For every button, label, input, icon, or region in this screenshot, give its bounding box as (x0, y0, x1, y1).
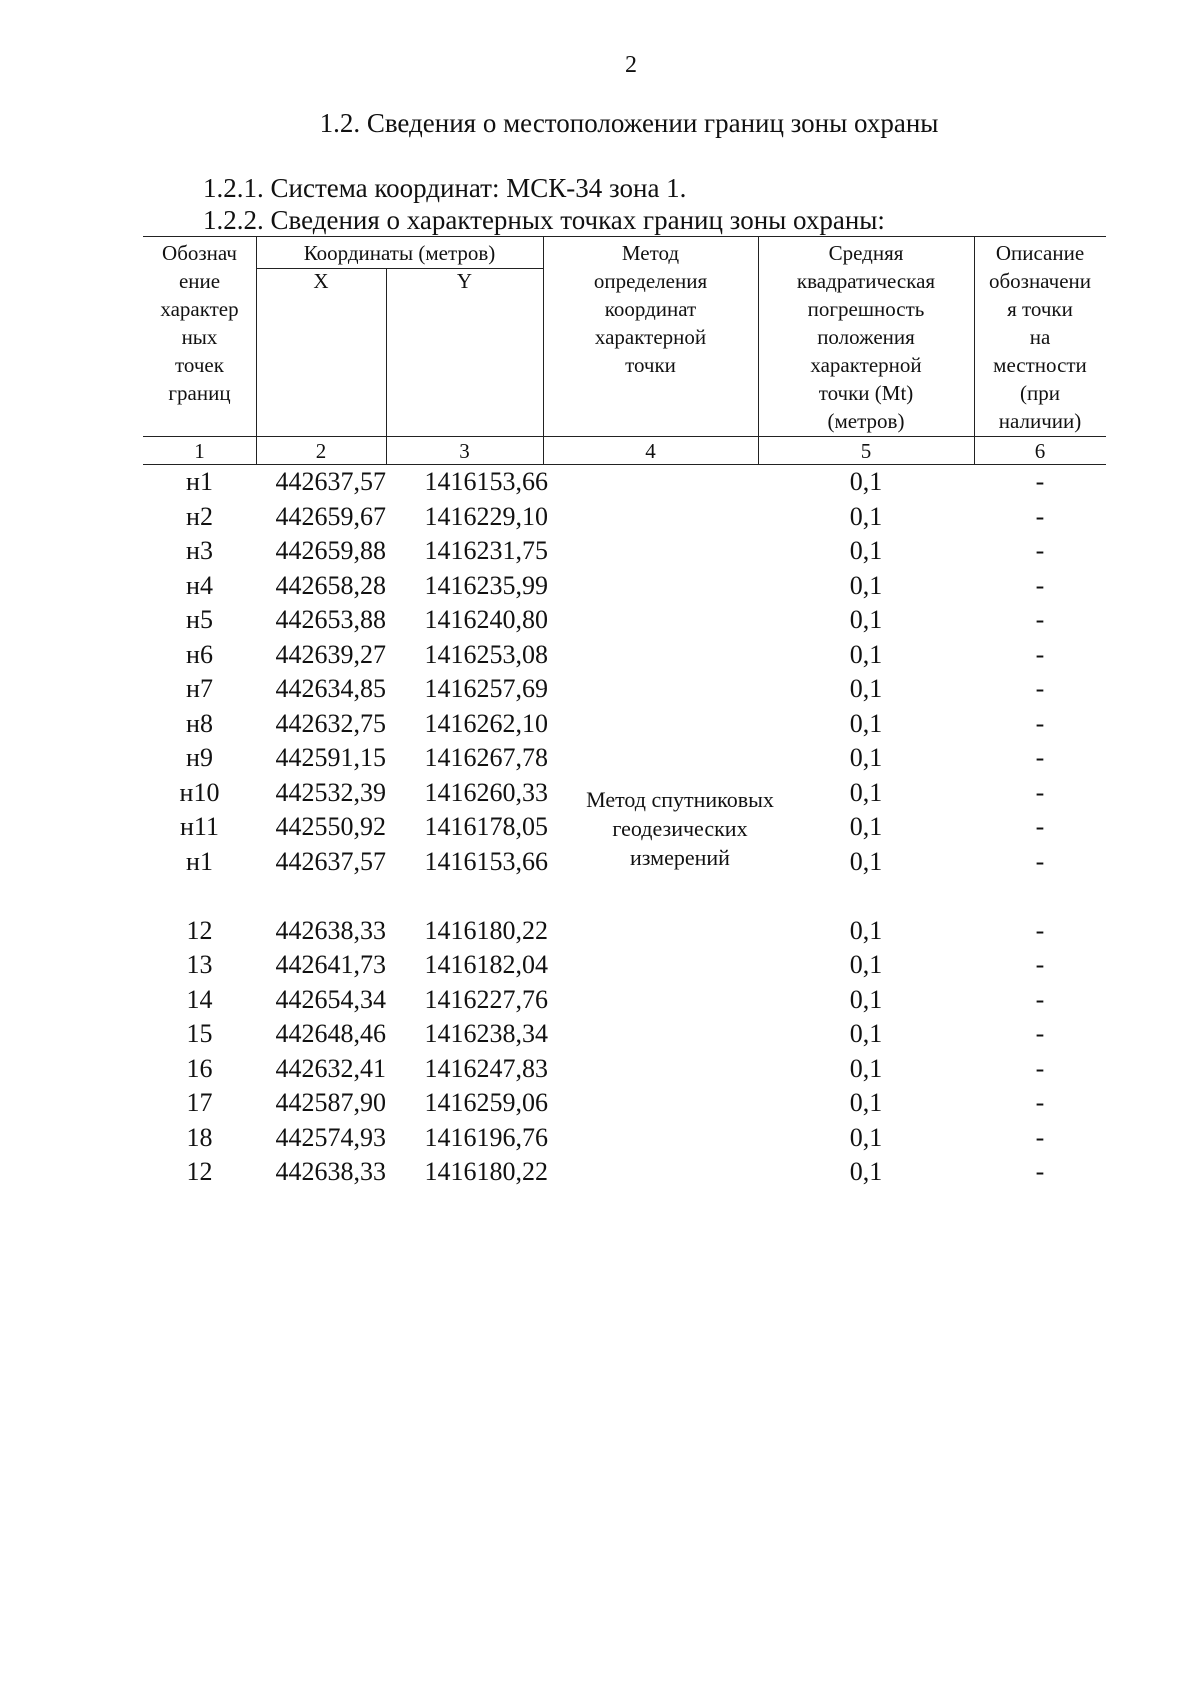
point-id: н1 (186, 846, 213, 876)
description-value: - (1035, 708, 1045, 738)
table-row (143, 948, 1106, 982)
coord-x: 442532,39 (275, 777, 386, 807)
error-value: 0,1 (849, 674, 883, 703)
description-value: - (1035, 570, 1045, 600)
point-id: 12 (186, 1157, 213, 1186)
error-value: 0,1 (849, 1019, 883, 1048)
coord-y: 1416257,69 (424, 674, 548, 703)
coord-y: 1416267,78 (424, 743, 548, 772)
coord-y: 1416180,22 (424, 1157, 548, 1186)
table-row (143, 983, 1106, 1017)
coord-x: 442637,57 (275, 846, 386, 876)
table-row (143, 672, 1106, 706)
section-title: 1.2. Сведения о местоположении границ зоны охраны (319, 108, 939, 138)
coord-y: 1416196,76 (424, 1122, 548, 1152)
coord-x: 442659,88 (275, 536, 386, 565)
coord-x: 442574,93 (275, 1122, 386, 1152)
coord-x: 442632,41 (275, 1053, 386, 1083)
header-point-designation: Обознач ение характер ных точек границ (160, 241, 239, 405)
error-value: 0,1 (849, 950, 883, 979)
column-number: 6 (1034, 439, 1046, 463)
point-id: н11 (180, 812, 219, 841)
table-row (143, 1121, 1106, 1155)
coord-y: 1416259,06 (424, 1088, 548, 1117)
header-description: Описание обозначени я точки на местности (при наличии) (988, 241, 1092, 433)
point-id: н6 (186, 639, 213, 669)
description-value: - (1035, 605, 1045, 634)
description-value: - (1035, 536, 1045, 565)
table-row (143, 465, 1106, 499)
coord-y: 1416262,10 (424, 708, 548, 738)
point-id: н10 (179, 777, 220, 807)
error-value: 0,1 (849, 743, 883, 772)
column-number: 1 (194, 439, 205, 463)
point-id: н3 (186, 536, 213, 565)
coord-x: 442637,57 (275, 467, 386, 496)
header-coordinates: Координаты (метров) (303, 241, 496, 265)
column-number: 2 (315, 439, 327, 463)
error-value: 0,1 (849, 536, 883, 565)
table-row (143, 914, 1106, 948)
error-value: 0,1 (849, 846, 883, 876)
table-row (143, 569, 1106, 603)
description-value: - (1035, 950, 1045, 979)
point-id: 14 (186, 984, 213, 1014)
description-value: - (1035, 846, 1045, 876)
table-header (143, 236, 1106, 465)
description-value: - (1035, 639, 1045, 669)
error-value: 0,1 (849, 1053, 883, 1083)
header-method: Метод определения координат характерной точки (593, 241, 708, 377)
coord-y: 1416238,34 (424, 1019, 548, 1048)
error-value: 0,1 (849, 812, 883, 841)
coord-y: 1416153,66 (424, 467, 548, 496)
coord-y: 1416178,05 (424, 812, 548, 841)
coord-y: 1416227,76 (424, 984, 548, 1014)
column-number: 5 (860, 439, 872, 463)
coord-x: 442641,73 (275, 950, 386, 979)
coord-x: 442638,33 (275, 915, 386, 945)
coord-y: 1416180,22 (424, 915, 548, 945)
error-value: 0,1 (849, 1088, 883, 1117)
points-heading: 1.2.2. Сведения о характерных точках границ зоны охраны: (203, 205, 885, 235)
error-value: 0,1 (849, 570, 883, 600)
point-id: 12 (186, 915, 213, 945)
description-value: - (1035, 777, 1045, 807)
coord-x: 442654,34 (275, 984, 386, 1014)
table-row (143, 500, 1106, 534)
table-row (143, 1155, 1106, 1189)
error-value: 0,1 (849, 708, 883, 738)
error-value: 0,1 (849, 639, 883, 669)
point-id: н4 (186, 570, 213, 600)
description-value: - (1035, 501, 1045, 531)
header-x: X (313, 269, 329, 293)
coord-x: 442658,28 (275, 570, 386, 600)
coord-x: 442587,90 (275, 1088, 386, 1117)
point-id: 18 (186, 1122, 213, 1152)
point-id: 13 (186, 950, 213, 979)
table-row (143, 1086, 1106, 1120)
column-number: 4 (645, 439, 656, 463)
point-id: 15 (186, 1019, 213, 1048)
table-row (143, 741, 1106, 775)
error-value: 0,1 (849, 1157, 883, 1186)
error-value: 0,1 (849, 501, 883, 531)
table-row (143, 1052, 1106, 1086)
table-row (143, 1017, 1106, 1051)
description-value: - (1035, 1019, 1045, 1048)
coord-x: 442638,33 (275, 1157, 386, 1186)
coord-x: 442634,85 (275, 674, 386, 703)
header-y: Y (456, 269, 473, 293)
coord-x: 442591,15 (275, 743, 386, 772)
description-value: - (1035, 1053, 1045, 1083)
coord-y: 1416231,75 (424, 536, 548, 565)
page-number: 2 (625, 52, 637, 78)
description-value: - (1035, 1157, 1045, 1186)
description-value: - (1035, 984, 1045, 1014)
point-id: н7 (186, 674, 213, 703)
column-number: 3 (459, 439, 470, 463)
table-row (143, 603, 1106, 637)
error-value: 0,1 (849, 467, 883, 496)
description-value: - (1035, 674, 1045, 703)
point-id: н9 (186, 743, 213, 772)
point-id: н1 (186, 467, 213, 496)
description-value: - (1035, 1088, 1045, 1117)
description-value: - (1035, 812, 1045, 841)
error-value: 0,1 (849, 915, 883, 945)
error-value: 0,1 (849, 984, 883, 1014)
description-value: - (1035, 915, 1045, 945)
coord-y: 1416229,10 (424, 501, 548, 531)
error-value: 0,1 (849, 1122, 883, 1152)
description-value: - (1035, 467, 1045, 496)
point-id: 16 (186, 1053, 213, 1083)
coord-y: 1416253,08 (424, 639, 548, 669)
point-id: н8 (186, 708, 213, 738)
coord-x: 442648,46 (275, 1019, 386, 1048)
coord-x: 442653,88 (275, 605, 386, 634)
coord-x: 442639,27 (275, 639, 386, 669)
point-id: н2 (186, 501, 213, 531)
coord-y: 1416182,04 (424, 950, 548, 979)
coord-x: 442632,75 (275, 708, 386, 738)
coord-y: 1416247,83 (424, 1053, 548, 1083)
coord-y: 1416153,66 (424, 846, 548, 876)
coord-y: 1416235,99 (424, 570, 548, 600)
coord-x: 442550,92 (275, 812, 386, 841)
error-value: 0,1 (849, 777, 883, 807)
point-id: 17 (186, 1088, 213, 1117)
coordinate-system-line: 1.2.1. Система координат: МСК-34 зона 1. (203, 173, 687, 203)
coord-y: 1416240,80 (424, 605, 548, 634)
coord-x: 442659,67 (275, 501, 386, 531)
table-row (143, 534, 1106, 568)
point-id: н5 (186, 605, 213, 634)
header-mean-square-error: Средняя квадратическая погрешность положения характерной точки (Mt) (метров) (796, 241, 936, 433)
table-row (143, 707, 1106, 741)
method-description: Метод спутниковых геодезических измерений (586, 787, 774, 870)
description-value: - (1035, 1122, 1045, 1152)
error-value: 0,1 (849, 605, 883, 634)
coord-y: 1416260,33 (424, 777, 548, 807)
table-row (143, 638, 1106, 672)
description-value: - (1035, 743, 1045, 772)
